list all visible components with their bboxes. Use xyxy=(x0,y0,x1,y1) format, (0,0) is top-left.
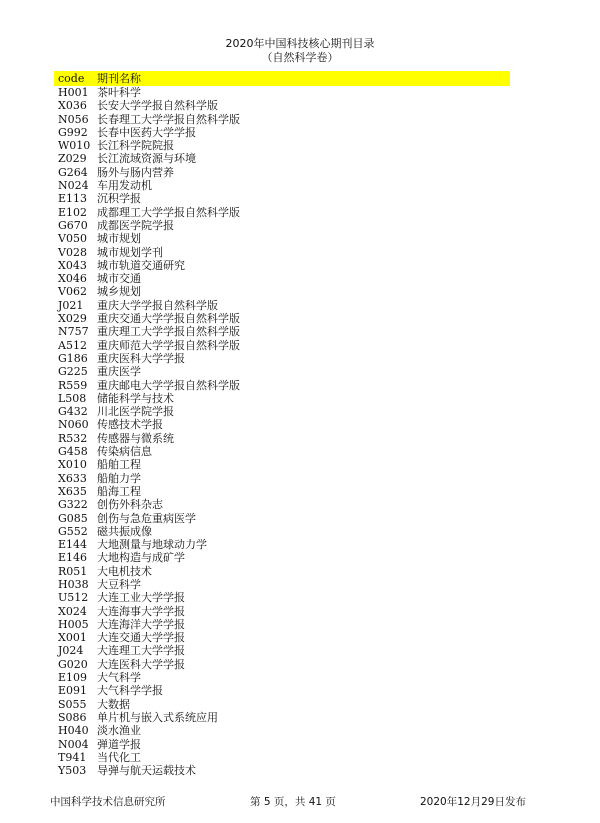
journal-code: T941 xyxy=(58,750,87,764)
journal-name: 大数据 xyxy=(97,697,130,711)
table-row xyxy=(54,711,510,724)
journal-code: E146 xyxy=(58,551,88,565)
table-row xyxy=(54,671,510,684)
journal-name: 创伤外科杂志 xyxy=(97,498,163,512)
journal-name: 当代化工 xyxy=(97,750,141,764)
table-row xyxy=(54,512,510,525)
journal-code: V062 xyxy=(58,285,87,299)
table-row xyxy=(54,498,510,511)
journal-name: 川北医学院学报 xyxy=(97,405,174,419)
journal-code: G552 xyxy=(58,524,88,538)
table-row xyxy=(54,206,510,219)
journal-code: X010 xyxy=(58,458,87,472)
journal-name: 成都医学院学报 xyxy=(97,218,174,232)
journal-table xyxy=(54,86,510,777)
journal-name: 大电机技术 xyxy=(97,564,152,578)
table-row xyxy=(54,392,510,405)
journal-code: E113 xyxy=(58,192,88,206)
journal-name: 储能科学与技术 xyxy=(97,391,174,405)
table-row xyxy=(54,99,510,112)
journal-name: 城市规划学刊 xyxy=(97,245,163,259)
journal-code: S055 xyxy=(58,697,87,711)
journal-name: 重庆医科大学学报 xyxy=(97,351,185,365)
journal-name: 长江流域资源与环境 xyxy=(97,152,196,166)
table-row xyxy=(54,432,510,445)
table-row xyxy=(54,126,510,139)
journal-code: N757 xyxy=(58,325,89,339)
table-row xyxy=(54,631,510,644)
table-row xyxy=(54,698,510,711)
journal-name: 传染病信息 xyxy=(97,445,152,459)
table-row xyxy=(54,259,510,272)
journal-name: 船舶工程 xyxy=(97,458,141,472)
journal-name: 成都理工大学学报自然科学版 xyxy=(97,205,240,219)
table-row xyxy=(54,285,510,298)
journal-name: 重庆大学学报自然科学版 xyxy=(97,298,218,312)
journal-code: N024 xyxy=(58,179,89,193)
table-row xyxy=(54,458,510,471)
journal-name: 弹道学报 xyxy=(97,737,141,751)
journal-name: 大连海洋大学学报 xyxy=(97,617,185,631)
journal-code: H040 xyxy=(58,724,89,738)
journal-name: 传感器与微系统 xyxy=(97,431,174,445)
journal-code: X029 xyxy=(58,312,87,326)
journal-name: 沉积学报 xyxy=(97,192,141,206)
table-row xyxy=(54,113,510,126)
journal-name: 重庆医学 xyxy=(97,365,141,379)
journal-code: G432 xyxy=(58,405,88,419)
journal-name: 大地构造与成矿学 xyxy=(97,551,185,565)
journal-name: 船舶力学 xyxy=(97,471,141,485)
journal-name: 大气科学学报 xyxy=(97,684,163,698)
table-row xyxy=(54,365,510,378)
journal-name: 长春中医药大学学报 xyxy=(97,125,196,139)
table-row xyxy=(54,618,510,631)
table-row xyxy=(54,272,510,285)
journal-name: 磁共振成像 xyxy=(97,524,152,538)
table-row xyxy=(54,591,510,604)
journal-code: E109 xyxy=(58,671,88,685)
journal-name: 传感技术学报 xyxy=(97,418,163,432)
table-row xyxy=(54,179,510,192)
table-row xyxy=(54,379,510,392)
journal-code: G020 xyxy=(58,657,88,671)
journal-name: 重庆师范大学学报自然科学版 xyxy=(97,338,240,352)
journal-code: L508 xyxy=(58,391,87,405)
journal-code: V050 xyxy=(58,232,87,246)
table-row xyxy=(54,86,510,99)
table-row xyxy=(54,152,510,165)
journal-name: 重庆交通大学学报自然科学版 xyxy=(97,312,240,326)
table-row xyxy=(54,578,510,591)
journal-code: S086 xyxy=(58,710,87,724)
footer-publish-date: 2020年12月29日发布 xyxy=(420,796,526,808)
journal-name: 大连理工大学学报 xyxy=(97,644,185,658)
table-row xyxy=(54,299,510,312)
journal-code: X633 xyxy=(58,471,87,485)
table-row xyxy=(54,605,510,618)
journal-code: A512 xyxy=(58,338,87,352)
table-row xyxy=(54,538,510,551)
journal-code: H001 xyxy=(58,86,89,99)
journal-name: 茶叶科学 xyxy=(97,86,141,99)
table-row xyxy=(54,166,510,179)
journal-name: 大连交通大学学报 xyxy=(97,631,185,645)
journal-code: V028 xyxy=(58,245,87,259)
footer-institute: 中国科学技术信息研究所 xyxy=(50,796,166,808)
journal-code: G264 xyxy=(58,165,88,179)
journal-code: Z029 xyxy=(58,152,87,166)
table-row xyxy=(54,246,510,259)
table-row xyxy=(54,684,510,697)
journal-code: U512 xyxy=(58,591,89,605)
journal-name: 长春理工大学学报自然科学版 xyxy=(97,112,240,126)
table-row xyxy=(54,192,510,205)
table-row xyxy=(54,472,510,485)
journal-name: 城市交通 xyxy=(97,272,141,286)
journal-code: G186 xyxy=(58,351,88,365)
journal-name: 城市轨道交通研究 xyxy=(97,258,185,272)
journal-code: G992 xyxy=(58,125,88,139)
journal-code: N004 xyxy=(58,737,89,751)
journal-code: X046 xyxy=(58,272,87,286)
journal-name: 创伤与急危重病医学 xyxy=(97,511,196,525)
journal-name: 大地测量与地球动力学 xyxy=(97,538,207,552)
document-title: 2020年中国科技核心期刊目录 xyxy=(225,37,375,50)
journal-name: 长安大学学报自然科学版 xyxy=(97,99,218,113)
table-row xyxy=(54,312,510,325)
journal-code: N060 xyxy=(58,418,89,432)
table-row xyxy=(54,644,510,657)
journal-code: G458 xyxy=(58,445,88,459)
table-row xyxy=(54,445,510,458)
table-row xyxy=(54,751,510,764)
table-row xyxy=(54,339,510,352)
journal-name: 大连海事大学学报 xyxy=(97,604,185,618)
journal-code: X036 xyxy=(58,99,87,113)
table-row xyxy=(54,139,510,152)
table-row xyxy=(54,352,510,365)
journal-code: G225 xyxy=(58,365,88,379)
journal-code: H005 xyxy=(58,617,89,631)
journal-code: G322 xyxy=(58,498,88,512)
journal-code: J021 xyxy=(58,298,84,312)
journal-name: 大气科学 xyxy=(97,671,141,685)
table-row xyxy=(54,232,510,245)
journal-code: G670 xyxy=(58,218,88,232)
table-row xyxy=(54,658,510,671)
journal-code: X001 xyxy=(58,631,87,645)
journal-code: Y503 xyxy=(58,764,87,778)
journal-code: E102 xyxy=(58,205,88,219)
table-row xyxy=(54,325,510,338)
table-row xyxy=(54,565,510,578)
footer-page-number: 第 5 页，共 41 页 xyxy=(250,796,336,808)
journal-name: 大连工业大学学报 xyxy=(97,591,185,605)
journal-code: G085 xyxy=(58,511,88,525)
journal-name: 淡水渔业 xyxy=(97,724,141,738)
header-journal-name: 期刊名称 xyxy=(97,72,141,85)
journal-name: 城乡规划 xyxy=(97,285,141,299)
table-row xyxy=(54,738,510,751)
journal-code: H038 xyxy=(58,577,89,591)
journal-code: J024 xyxy=(58,644,84,658)
journal-name: 重庆邮电大学学报自然科学版 xyxy=(97,378,240,392)
journal-name: 肠外与肠内营养 xyxy=(97,165,174,179)
journal-code: X043 xyxy=(58,258,87,272)
table-row xyxy=(54,525,510,538)
journal-name: 大豆科学 xyxy=(97,577,141,591)
table-row xyxy=(54,405,510,418)
journal-name: 重庆理工大学学报自然科学版 xyxy=(97,325,240,339)
journal-name: 大连医科大学学报 xyxy=(97,657,185,671)
document-subtitle: （自然科学卷） xyxy=(261,51,339,64)
journal-code: W010 xyxy=(58,139,91,153)
journal-code: X024 xyxy=(58,604,87,618)
journal-code: E144 xyxy=(58,538,88,552)
journal-code: X635 xyxy=(58,484,87,498)
journal-name: 导弹与航天运载技术 xyxy=(97,764,196,778)
header-code: code xyxy=(58,72,85,85)
journal-name: 长江科学院院报 xyxy=(97,139,174,153)
journal-name: 城市规划 xyxy=(97,232,141,246)
journal-code: R559 xyxy=(58,378,88,392)
journal-code: R051 xyxy=(58,564,88,578)
journal-name: 单片机与嵌入式系统应用 xyxy=(97,710,218,724)
journal-name: 车用发动机 xyxy=(97,179,152,193)
table-row xyxy=(54,485,510,498)
table-row xyxy=(54,551,510,564)
table-row xyxy=(54,764,510,777)
table-row xyxy=(54,724,510,737)
table-row xyxy=(54,418,510,431)
table-row xyxy=(54,219,510,232)
journal-code: R532 xyxy=(58,431,88,445)
table-header xyxy=(54,71,510,86)
journal-name: 船海工程 xyxy=(97,484,141,498)
journal-code: E091 xyxy=(58,684,88,698)
journal-code: N056 xyxy=(58,112,89,126)
